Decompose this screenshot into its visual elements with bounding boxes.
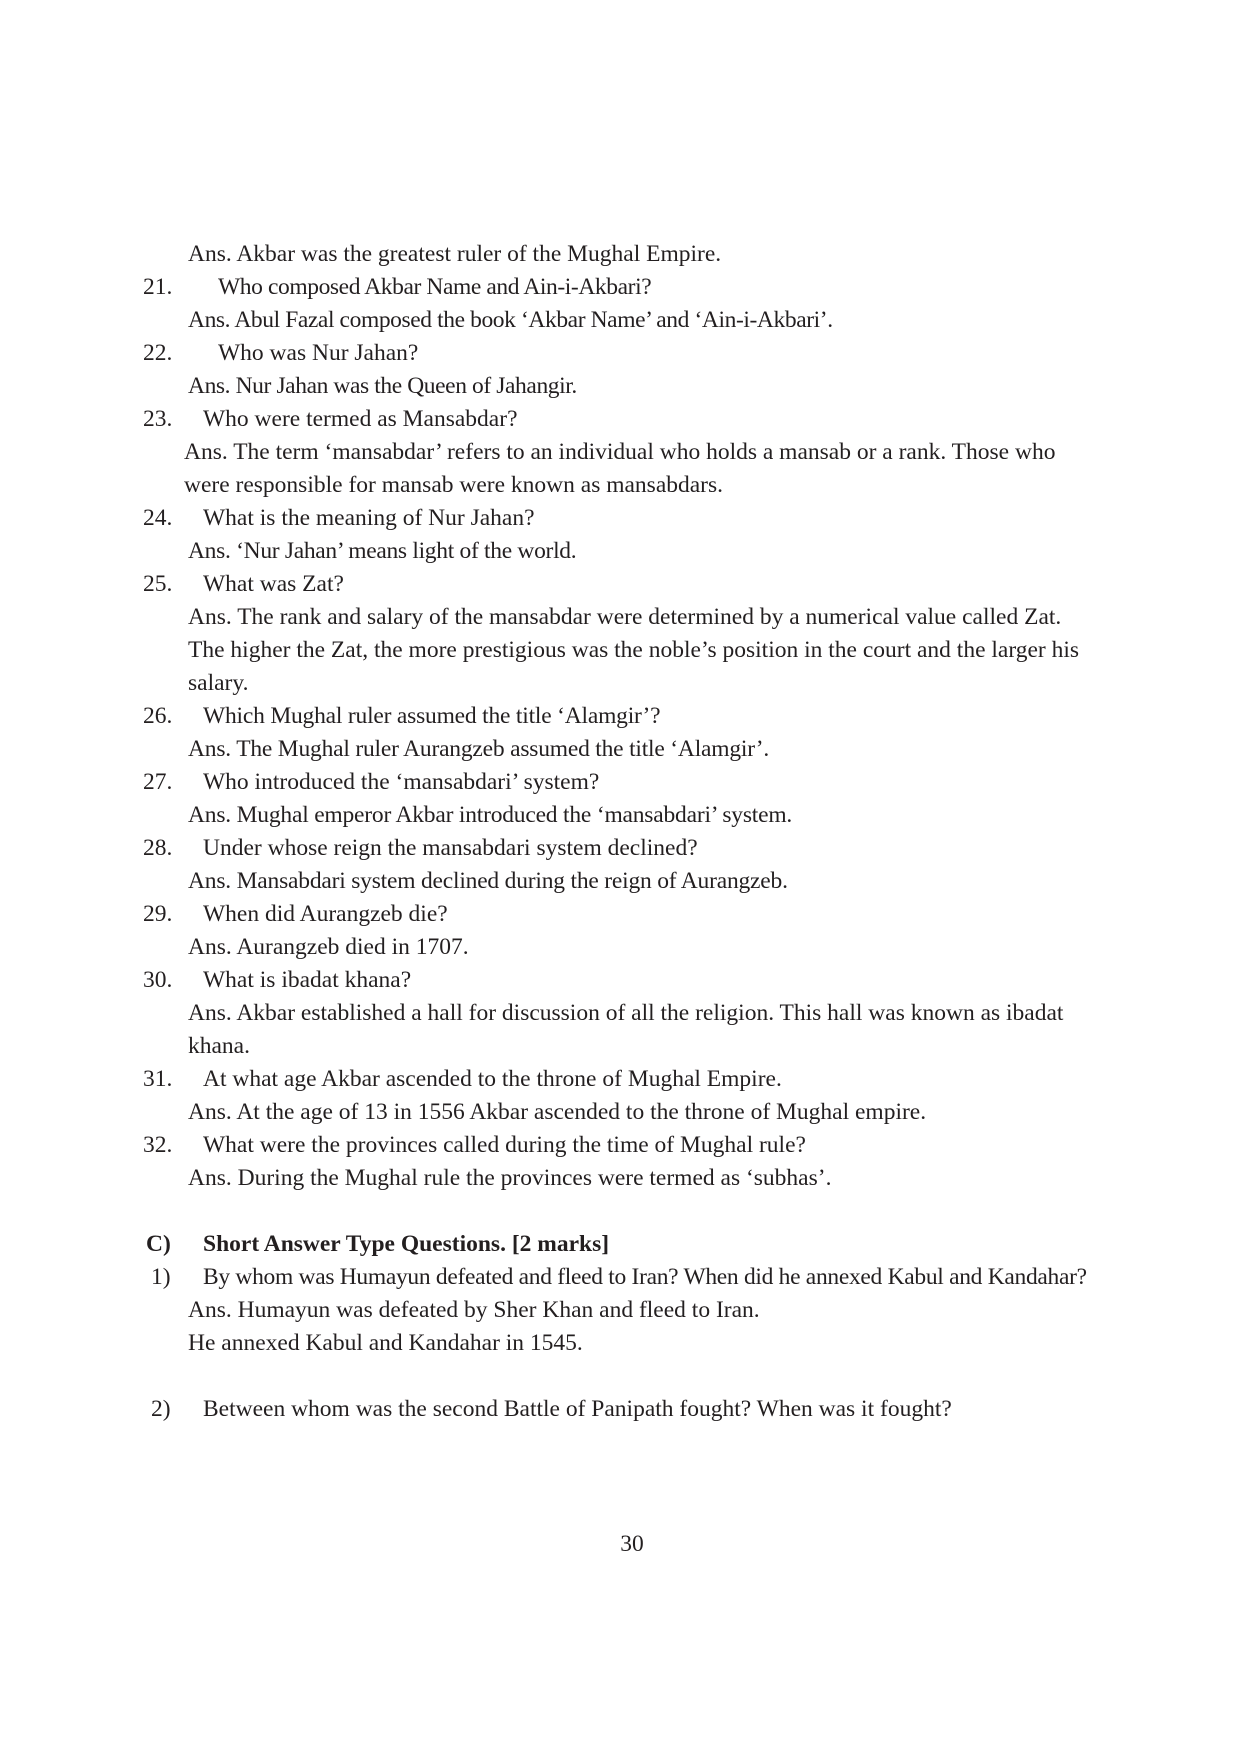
question-24-text: What is the meaning of Nur Jahan? (203, 505, 535, 531)
question-27-text: Who introduced the ‘mansabdari’ system? (203, 769, 600, 795)
section-c-title: Short Answer Type Questions. [2 marks] (203, 1231, 610, 1257)
question-26-number: 26. (143, 703, 173, 729)
question-21-text: Who composed Akbar Name and Ain-i-Akbari? (218, 274, 652, 300)
answer-27: Ans. Mughal emperor Akbar introduced the ‘mansabdari’ system. (188, 802, 793, 828)
short-question-2-text: Between whom was the second Battle of Panipath fought? When was it fought? (203, 1396, 952, 1422)
answer-22: Ans. Nur Jahan was the Queen of Jahangir. (188, 373, 577, 399)
question-25-number: 25. (143, 571, 173, 597)
question-32-number: 32. (143, 1132, 173, 1158)
answer-29: Ans. Aurangzeb died in 1707. (188, 934, 469, 960)
answer-26: Ans. The Mughal ruler Aurangzeb assumed the title ‘Alamgir’. (188, 736, 770, 762)
question-22-number: 22. (143, 340, 173, 366)
question-23-number: 23. (143, 406, 173, 432)
answer-25-line-2: The higher the Zat, the more prestigious was the noble’s position in the court and the larger his (188, 637, 1080, 663)
answer-21: Ans. Abul Fazal composed the book ‘Akbar Name’ and ‘Ain-i-Akbari’. (188, 307, 833, 333)
question-25-text: What was Zat? (203, 571, 344, 597)
question-28-number: 28. (143, 835, 173, 861)
answer-20: Ans. Akbar was the greatest ruler of the Mughal Empire. (188, 241, 722, 267)
question-26-text: Which Mughal ruler assumed the title ‘Alamgir’? (203, 703, 661, 729)
question-32-text: What were the provinces called during the time of Mughal rule? (203, 1132, 806, 1158)
question-31-text: At what age Akbar ascended to the throne of Mughal Empire. (203, 1066, 782, 1092)
answer-30-line-1: Ans. Akbar established a hall for discussion of all the religion. This hall was known as ibadat (188, 1000, 1064, 1026)
question-30-number: 30. (143, 967, 173, 993)
question-27-number: 27. (143, 769, 173, 795)
question-28-text: Under whose reign the mansabdari system declined? (203, 835, 698, 861)
answer-28: Ans. Mansabdari system declined during the reign of Aurangzeb. (188, 868, 788, 894)
answer-24: Ans. ‘Nur Jahan’ means light of the world. (188, 538, 577, 564)
question-29-text: When did Aurangzeb die? (203, 901, 448, 927)
answer-23-line-2: were responsible for mansab were known as mansabdars. (184, 472, 724, 498)
question-24-number: 24. (143, 505, 173, 531)
short-answer-1-line-1: Ans. Humayun was defeated by Sher Khan and fleed to Iran. (188, 1297, 760, 1323)
short-question-1-number: 1) (151, 1264, 171, 1290)
question-21-number: 21. (143, 274, 173, 300)
question-31-number: 31. (143, 1066, 173, 1092)
answer-25-line-1: Ans. The rank and salary of the mansabdar were determined by a numerical value called Zat. (188, 604, 1062, 630)
question-22-text: Who was Nur Jahan? (218, 340, 419, 366)
section-c-label: C) (146, 1231, 171, 1257)
question-29-number: 29. (143, 901, 173, 927)
short-question-1-text: By whom was Humayun defeated and fleed to Iran? When did he annexed Kabul and Kandahar? (203, 1264, 1087, 1290)
page-number: 30 (620, 1531, 644, 1557)
short-question-2-number: 2) (151, 1396, 171, 1422)
question-23-text: Who were termed as Mansabdar? (203, 406, 518, 432)
short-answer-1-line-2: He annexed Kabul and Kandahar in 1545. (188, 1330, 583, 1356)
question-30-text: What is ibadat khana? (203, 967, 412, 993)
answer-23-line-1: Ans. The term ‘mansabdar’ refers to an individual who holds a mansab or a rank. Those who (184, 439, 1056, 465)
answer-30-line-2: khana. (188, 1033, 250, 1059)
answer-31: Ans. At the age of 13 in 1556 Akbar ascended to the throne of Mughal empire. (188, 1099, 927, 1125)
answer-25-line-3: salary. (188, 670, 249, 696)
answer-32: Ans. During the Mughal rule the provinces were termed as ‘subhas’. (188, 1165, 832, 1191)
